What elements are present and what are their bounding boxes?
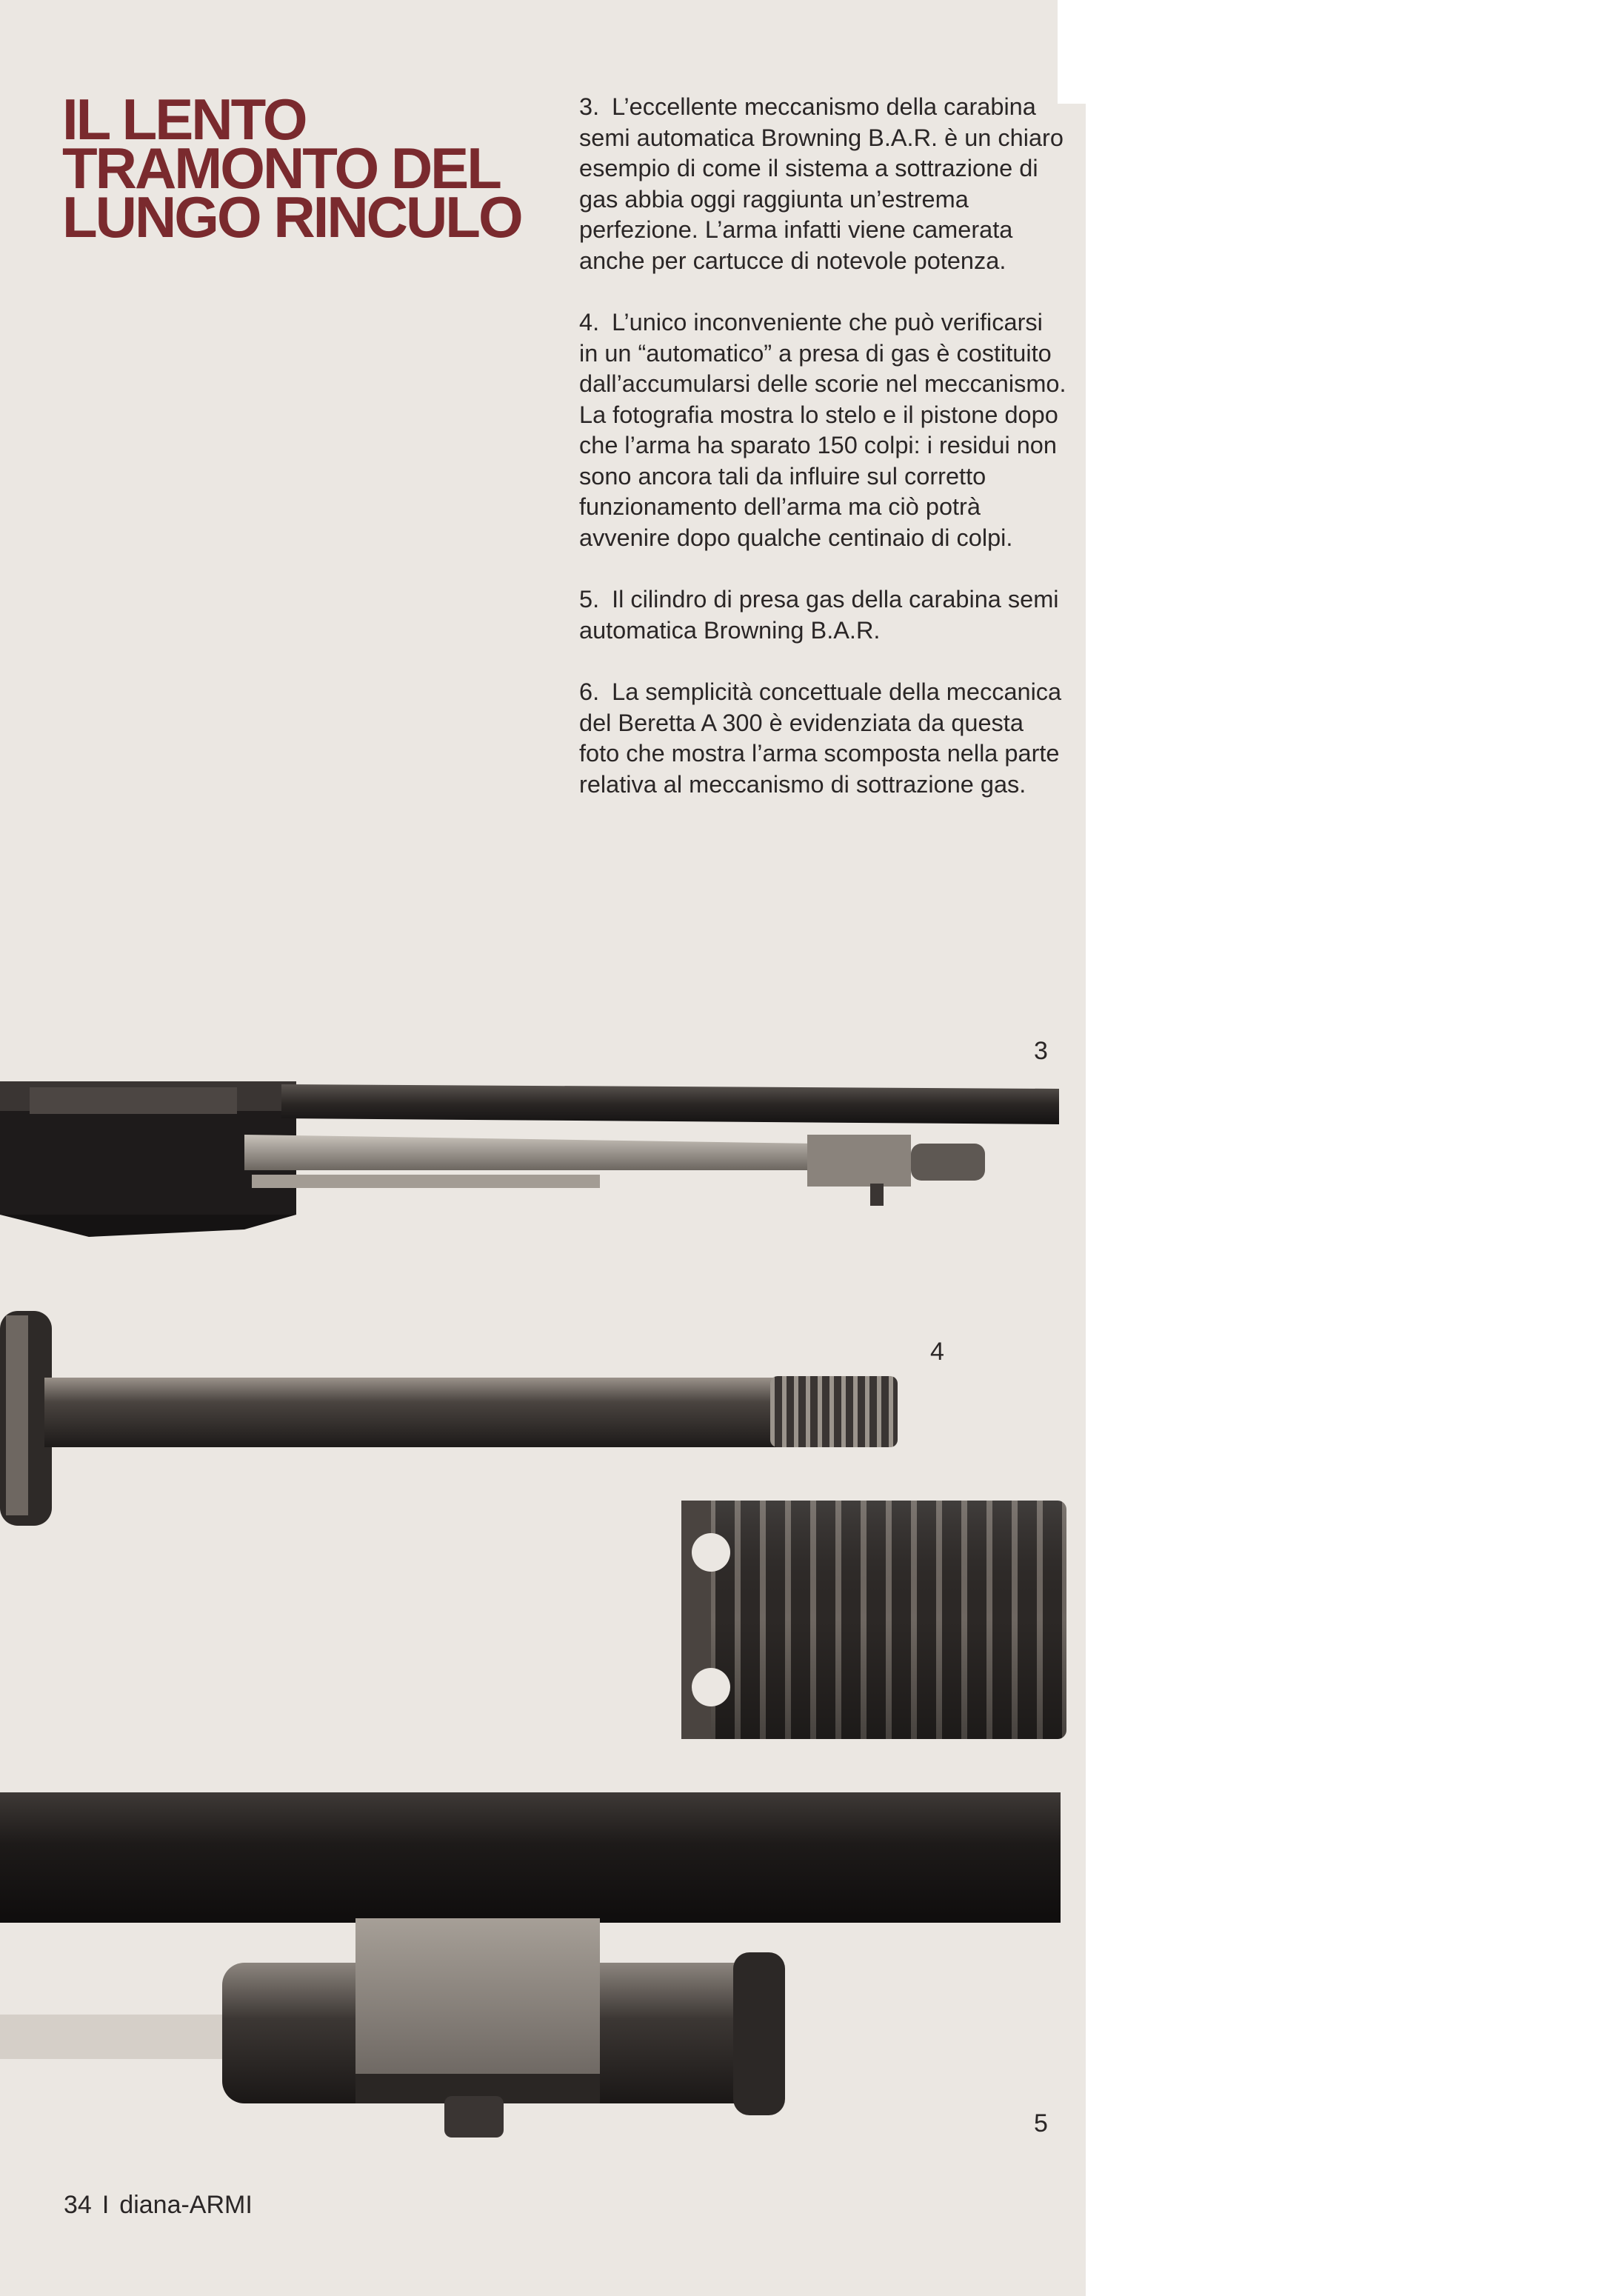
- page-footer: [64, 2191, 253, 2220]
- caption-5: [579, 584, 1068, 646]
- figure-number-4: 4: [930, 1338, 944, 1366]
- photo-beretta-gas-system: [0, 1792, 1066, 2140]
- caption-4: [579, 307, 1068, 553]
- caption-number: 6.: [579, 678, 600, 705]
- figure-number-3: 3: [1034, 1037, 1048, 1065]
- caption-text: L’unico inconveniente che può verificarsi in un “automatico” a presa di gas è costituito dall’accumularsi delle scorie nel meccanismo. La fotografia mostra lo stelo e il pistone dopo che l’arma ha sparato 150 colpi: i residui non sono ancora tali da influire sul corretto funzionamento dell’arma ma ciò potrà avvenire dopo qualche centinaio di colpi.: [579, 309, 1066, 551]
- page-number: 34: [64, 2191, 92, 2219]
- article-title: [62, 87, 566, 250]
- photo-gas-cylinder: [681, 1486, 1066, 1739]
- magazine-name: diana-ARMI: [119, 2191, 253, 2219]
- title-line-3: LUNGO RINCULO: [62, 184, 521, 250]
- title-line-2: TRAMONTO DEL: [62, 136, 500, 201]
- footer-separator: I: [101, 2191, 110, 2219]
- caption-3: [579, 92, 1068, 276]
- title-line-1: IL LENTO: [62, 87, 306, 152]
- caption-number: 3.: [579, 93, 600, 120]
- caption-text: L’eccellente meccanismo della carabina semi automatica Browning B.A.R. è un chiaro esempio di come il sistema a sottrazione di gas abbia oggi raggiunta un’estrema perfezione. L’arma infatti viene camerata anche per cartucce di notevole potenza.: [579, 93, 1064, 274]
- figure-number-5: 5: [1034, 2109, 1048, 2138]
- caption-6: [579, 677, 1068, 800]
- photo-browning-mechanism: [0, 1067, 1066, 1274]
- caption-number: 4.: [579, 309, 600, 336]
- caption-text: Il cilindro di presa gas della carabina semi automatica Browning B.A.R.: [579, 586, 1059, 644]
- page-edge-notch: [1058, 0, 1086, 104]
- caption-column: [579, 92, 1068, 831]
- caption-text: La semplicità concettuale della meccanica del Beretta A 300 è evidenziata da questa foto che mostra l’arma scomposta nella parte relativa al meccanismo di sottrazione gas.: [579, 678, 1062, 798]
- caption-number: 5.: [579, 586, 600, 613]
